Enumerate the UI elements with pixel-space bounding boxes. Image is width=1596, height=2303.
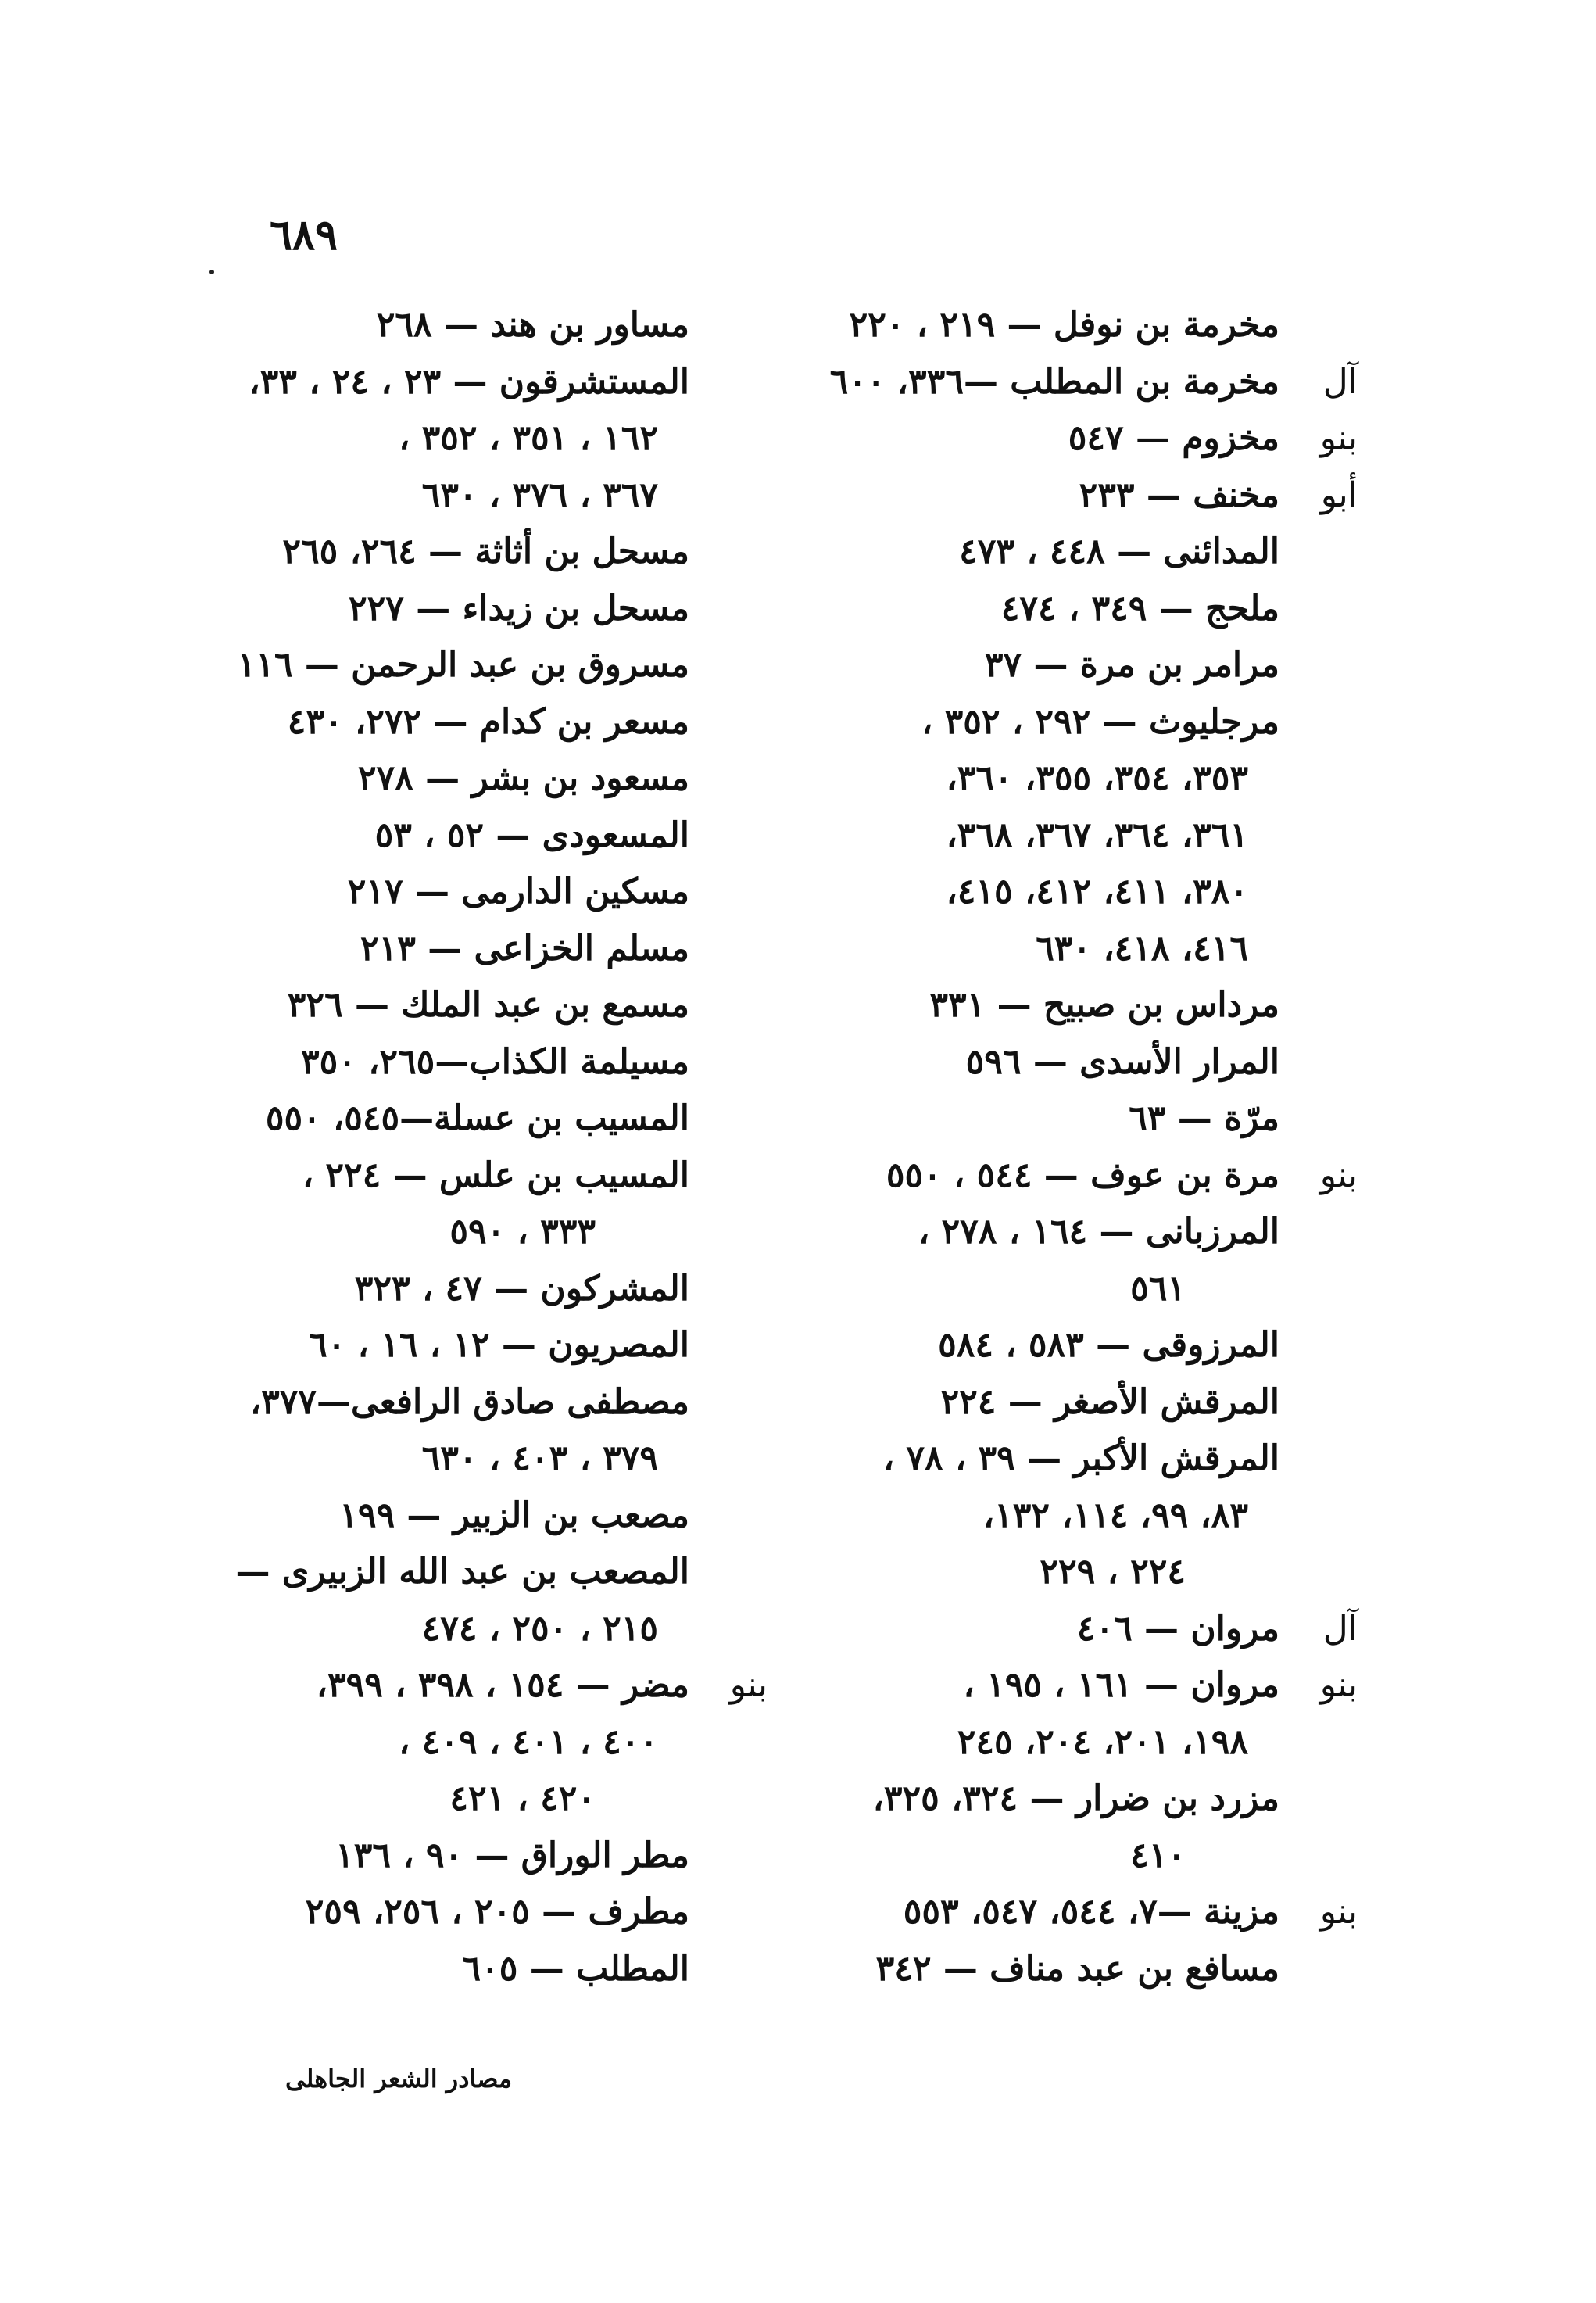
entry-prefix [1279, 1714, 1358, 1771]
entry-text: مرامر بن مرة — ٣٧ [984, 645, 1279, 685]
index-entry-line [220, 1771, 768, 1828]
entry-text: مصعب بن الزبير — ١٩٩ [339, 1495, 689, 1535]
index-entry-line [811, 1317, 1358, 1374]
entry-prefix: بنو [1319, 1892, 1358, 1932]
entry-text: ٢٢٤ ، ٢٢٩ [1040, 1552, 1186, 1592]
entry-prefix [689, 1601, 768, 1658]
entry-text: مسمع بن عبد الملك — ٣٢٦ [287, 985, 689, 1025]
entry-prefix [1279, 694, 1358, 751]
entry-prefix [689, 637, 768, 694]
entry-prefix [689, 1884, 768, 1941]
entry-prefix [689, 808, 768, 865]
index-entry-line [811, 808, 1358, 865]
entry-prefix: آل [1322, 361, 1358, 402]
entry-text: مساور بن هند — ٢٦٨ [376, 305, 689, 345]
entry-prefix [689, 354, 768, 411]
entry-text: ٥٦١ [1130, 1268, 1186, 1309]
index-entry-line [811, 1204, 1358, 1261]
entry-text: مسكين الدارمى — ٢١٧ [347, 872, 689, 912]
entry-text: المصعب بن عبد الله الزبيرى — [235, 1552, 689, 1592]
entry-prefix [689, 297, 768, 354]
entry-prefix [1279, 1091, 1358, 1148]
entry-prefix [689, 750, 768, 808]
entry-text: مسلم الخزاعى — ٢١٣ [360, 928, 689, 969]
index-entry-line [811, 1488, 1358, 1545]
entry-prefix [1279, 1941, 1358, 1998]
index-entry-line [811, 1034, 1358, 1091]
entry-text: المرقش الأصغر — ٢٢٤ [940, 1381, 1279, 1422]
index-entry-line [811, 1544, 1358, 1601]
index-entry-line [811, 864, 1358, 921]
entry-text: ملحج — ٣٤٩ ، ٤٧٤ [1000, 588, 1279, 629]
entry-text: ٤٠٠ ، ٤٠١ ، ٤٠٩ ، [399, 1721, 658, 1762]
entry-prefix [1279, 864, 1358, 921]
index-entry-line [220, 1034, 768, 1091]
entry-prefix [689, 977, 768, 1034]
index-entry-line [811, 694, 1358, 751]
entry-prefix [689, 1544, 768, 1601]
entry-prefix [689, 1771, 768, 1828]
entry-text: مرداس بن صبيح — ٣٣١ [929, 985, 1279, 1025]
index-entry-line [811, 977, 1358, 1034]
entry-prefix [689, 864, 768, 921]
index-entry-line [811, 1771, 1358, 1828]
entry-text: مسافع بن عبد مناف — ٣٤٢ [875, 1948, 1279, 1989]
book-footer: مصادر الشعر الجاهلى [285, 2064, 513, 2093]
index-entry-line [220, 1884, 768, 1941]
index-entry-line [220, 297, 768, 354]
index-entry-line [811, 1884, 1358, 1941]
index-entry-line [811, 1941, 1358, 1998]
entry-text: مسعر بن كدام — ٢٧٢، ٤٣٠ [287, 701, 689, 742]
entry-prefix [689, 1148, 768, 1205]
index-entry-line [811, 297, 1358, 354]
index-entry-line [220, 581, 768, 638]
entry-prefix [1279, 1204, 1358, 1261]
entry-text: ١٩٨، ٢٠١، ٢٠٤، ٢٤٥ [957, 1721, 1248, 1762]
entry-prefix [1279, 1544, 1358, 1601]
index-entry-line [811, 921, 1358, 978]
index-column-right [811, 297, 1358, 1997]
entry-prefix [1279, 921, 1358, 978]
entry-prefix [1279, 1431, 1358, 1488]
index-entry-line [220, 694, 768, 751]
index-entry-line [811, 467, 1358, 525]
entry-text: ٣٦٧ ، ٣٧٦ ، ٦٣٠ [421, 475, 658, 515]
entry-prefix: بنو [729, 1665, 768, 1705]
index-entry-line [220, 1204, 768, 1261]
entry-prefix [1279, 1828, 1358, 1885]
index-column-left [220, 297, 768, 1997]
entry-prefix: بنو [1319, 1155, 1358, 1195]
page-number: ٦٨٩ [270, 210, 338, 260]
entry-prefix [1279, 1771, 1358, 1828]
index-entry-line [220, 410, 768, 467]
index-entry-line [220, 977, 768, 1034]
index-entry-line [220, 750, 768, 808]
index-entry-line [220, 1317, 768, 1374]
entry-prefix [689, 1488, 768, 1545]
entry-text: مروان — ٤٠٦ [1076, 1608, 1279, 1649]
entry-prefix [1279, 1374, 1358, 1431]
index-entry-line [220, 1488, 768, 1545]
index-entry-line [220, 637, 768, 694]
entry-text: ١٦٢ ، ٣٥١ ، ٣٥٢ ، [399, 418, 658, 458]
entry-text: المسيب بن علس — ٢٢٤ ، [302, 1155, 689, 1195]
entry-text: مسروق بن عبد الرحمن — ١١٦ [237, 645, 689, 685]
entry-text: المطلب — ٦٠٥ [462, 1948, 689, 1989]
entry-prefix [689, 1828, 768, 1885]
stray-dot [209, 270, 214, 274]
entry-prefix [689, 1034, 768, 1091]
index-entry-line [220, 921, 768, 978]
entry-text: المرار الأسدى — ٥٩٦ [965, 1041, 1279, 1082]
index-entry-line [220, 1601, 768, 1658]
entry-text: المشركون — ٤٧ ، ٣٢٣ [354, 1268, 689, 1309]
entry-text: ٣٥٣، ٣٥٤، ٣٥٥، ٣٦٠، [946, 758, 1248, 798]
entry-prefix [689, 694, 768, 751]
entry-prefix [1279, 750, 1358, 808]
entry-prefix: أبو [1320, 475, 1358, 515]
entry-prefix: بنو [1319, 1665, 1358, 1705]
entry-text: مرجليوث — ٢٩٢ ، ٣٥٢ ، [921, 701, 1279, 742]
entry-prefix [1279, 1488, 1358, 1545]
entry-text: مخنف — ٢٣٣ [1079, 475, 1279, 515]
entry-text: المرقش الأكبر — ٣٩ ، ٧٨ ، [882, 1438, 1279, 1478]
index-entry-line [811, 750, 1358, 808]
entry-prefix [1279, 1261, 1358, 1318]
entry-text: مخزوم — ٥٤٧ [1068, 418, 1279, 458]
entry-text: مخرمة بن نوفل — ٢١٩ ، ٢٢٠ [849, 305, 1279, 345]
index-entry-line [811, 1657, 1358, 1714]
entry-text: المصريون — ١٢ ، ١٦ ، ٦٠ [309, 1325, 689, 1365]
entry-prefix [689, 1374, 768, 1431]
entry-prefix [1279, 581, 1358, 638]
entry-text: ٣٨٠، ٤١١، ٤١٢، ٤١٥، [946, 872, 1248, 912]
index-entry-line [811, 1261, 1358, 1318]
entry-text: ٤١٦، ٤١٨، ٦٣٠ [1036, 928, 1248, 969]
index-entry-line [220, 524, 768, 581]
index-entry-line [811, 1091, 1358, 1148]
index-entry-line [220, 1431, 768, 1488]
entry-prefix: بنو [1319, 418, 1358, 458]
entry-prefix [689, 1317, 768, 1374]
index-entry-line [220, 1657, 768, 1714]
index-entry-line [220, 1261, 768, 1318]
entry-prefix [689, 467, 768, 525]
index-entry-line [811, 581, 1358, 638]
entry-text: ٤٢٠ ، ٤٢١ [449, 1778, 596, 1818]
entry-prefix [1279, 1034, 1358, 1091]
entry-text: المدائنى — ٤٤٨ ، ٤٧٣ [959, 532, 1279, 571]
entry-text: مطرف — ٢٠٥ ، ٢٥٦، ٢٥٩ [305, 1892, 689, 1932]
entry-prefix [1279, 1317, 1358, 1374]
index-entry-line [220, 1544, 768, 1601]
entry-prefix [1279, 524, 1358, 581]
entry-text: مخرمة بن المطلب —٣٣٦، ٦٠٠ [829, 361, 1279, 402]
index-entry-line [811, 637, 1358, 694]
entry-text: المستشرقون — ٢٣ ، ٢٤ ، ٣٣، [249, 361, 689, 402]
entry-prefix [1279, 637, 1358, 694]
entry-text: المرزبانى — ١٦٤ ، ٢٧٨ ، [918, 1212, 1279, 1252]
index-entry-line [811, 1601, 1358, 1658]
index-entry-line [220, 1148, 768, 1205]
index-entry-line [220, 467, 768, 525]
entry-text: المسعودى — ٥٢ ، ٥٣ [374, 815, 689, 855]
index-entry-line [220, 1941, 768, 1998]
index-entry-line [220, 808, 768, 865]
entry-prefix [689, 1091, 768, 1148]
entry-prefix [1279, 808, 1358, 865]
entry-prefix [1279, 297, 1358, 354]
entry-text: المرزوقى — ٥٨٣ ، ٥٨٤ [938, 1325, 1279, 1365]
index-entry-line [220, 354, 768, 411]
entry-text: مرة بن عوف — ٥٤٤ ، ٥٥٠ [886, 1155, 1279, 1195]
index-entry-line [811, 1828, 1358, 1885]
index-entry-line [220, 1091, 768, 1148]
index-entry-line [811, 410, 1358, 467]
entry-text: مزرد بن ضرار — ٣٢٤، ٣٢٥، [872, 1778, 1279, 1818]
entry-prefix [689, 410, 768, 467]
entry-text: مسحل بن أثاثة — ٢٦٤، ٢٦٥ [282, 532, 689, 571]
entry-prefix [689, 921, 768, 978]
entry-text: مزينة —٧، ٥٤٤، ٥٤٧، ٥٥٣ [903, 1892, 1279, 1932]
entry-text: مسحل بن زيداء — ٢٢٧ [349, 588, 689, 629]
entry-text: مضر — ١٥٤ ، ٣٩٨ ، ٣٩٩، [316, 1665, 689, 1705]
entry-text: مسيلمة الكذاب—٢٦٥، ٣٥٠ [300, 1041, 689, 1082]
entry-text: ٤١٠ [1130, 1835, 1186, 1875]
entry-text: ٣٦١، ٣٦٤، ٣٦٧، ٣٦٨، [946, 815, 1248, 855]
entry-prefix [689, 1261, 768, 1318]
entry-text: ٣٣٣ ، ٥٩٠ [449, 1212, 596, 1252]
entry-text: المسيب بن عسلة—٥٤٥، ٥٥٠ [265, 1098, 689, 1138]
entry-prefix [1279, 977, 1358, 1034]
index-entry-line [220, 1828, 768, 1885]
entry-text: مرّة — ٦٣ [1129, 1098, 1279, 1138]
entry-text: مطر الوراق — ٩٠ ، ١٣٦ [335, 1835, 689, 1875]
index-entry-line [811, 354, 1358, 411]
index-entry-line [220, 864, 768, 921]
entry-prefix [689, 1714, 768, 1771]
entry-text: مسعود بن بشر — ٢٧٨ [357, 758, 689, 798]
index-entry-line [811, 524, 1358, 581]
entry-text: ٨٣، ٩٩، ١١٤، ١٣٢، [982, 1495, 1248, 1535]
entry-prefix [689, 524, 768, 581]
entry-prefix: آل [1322, 1608, 1358, 1649]
entry-text: ٢١٥ ، ٢٥٠ ، ٤٧٤ [421, 1608, 658, 1649]
index-entry-line [811, 1148, 1358, 1205]
entry-text: مروان — ١٦١ ، ١٩٥ ، [963, 1665, 1279, 1705]
index-entry-line [811, 1714, 1358, 1771]
entry-prefix [689, 1431, 768, 1488]
index-entry-line [220, 1714, 768, 1771]
index-entry-line [811, 1431, 1358, 1488]
entry-prefix [689, 1941, 768, 1998]
entry-prefix [689, 1204, 768, 1261]
index-entry-line [811, 1374, 1358, 1431]
entry-prefix [689, 581, 768, 638]
index-entry-line [220, 1374, 768, 1431]
entry-text: ٣٧٩ ، ٤٠٣ ، ٦٣٠ [421, 1438, 658, 1478]
entry-text: مصطفى صادق الرافعى—٣٧٧، [249, 1381, 689, 1422]
